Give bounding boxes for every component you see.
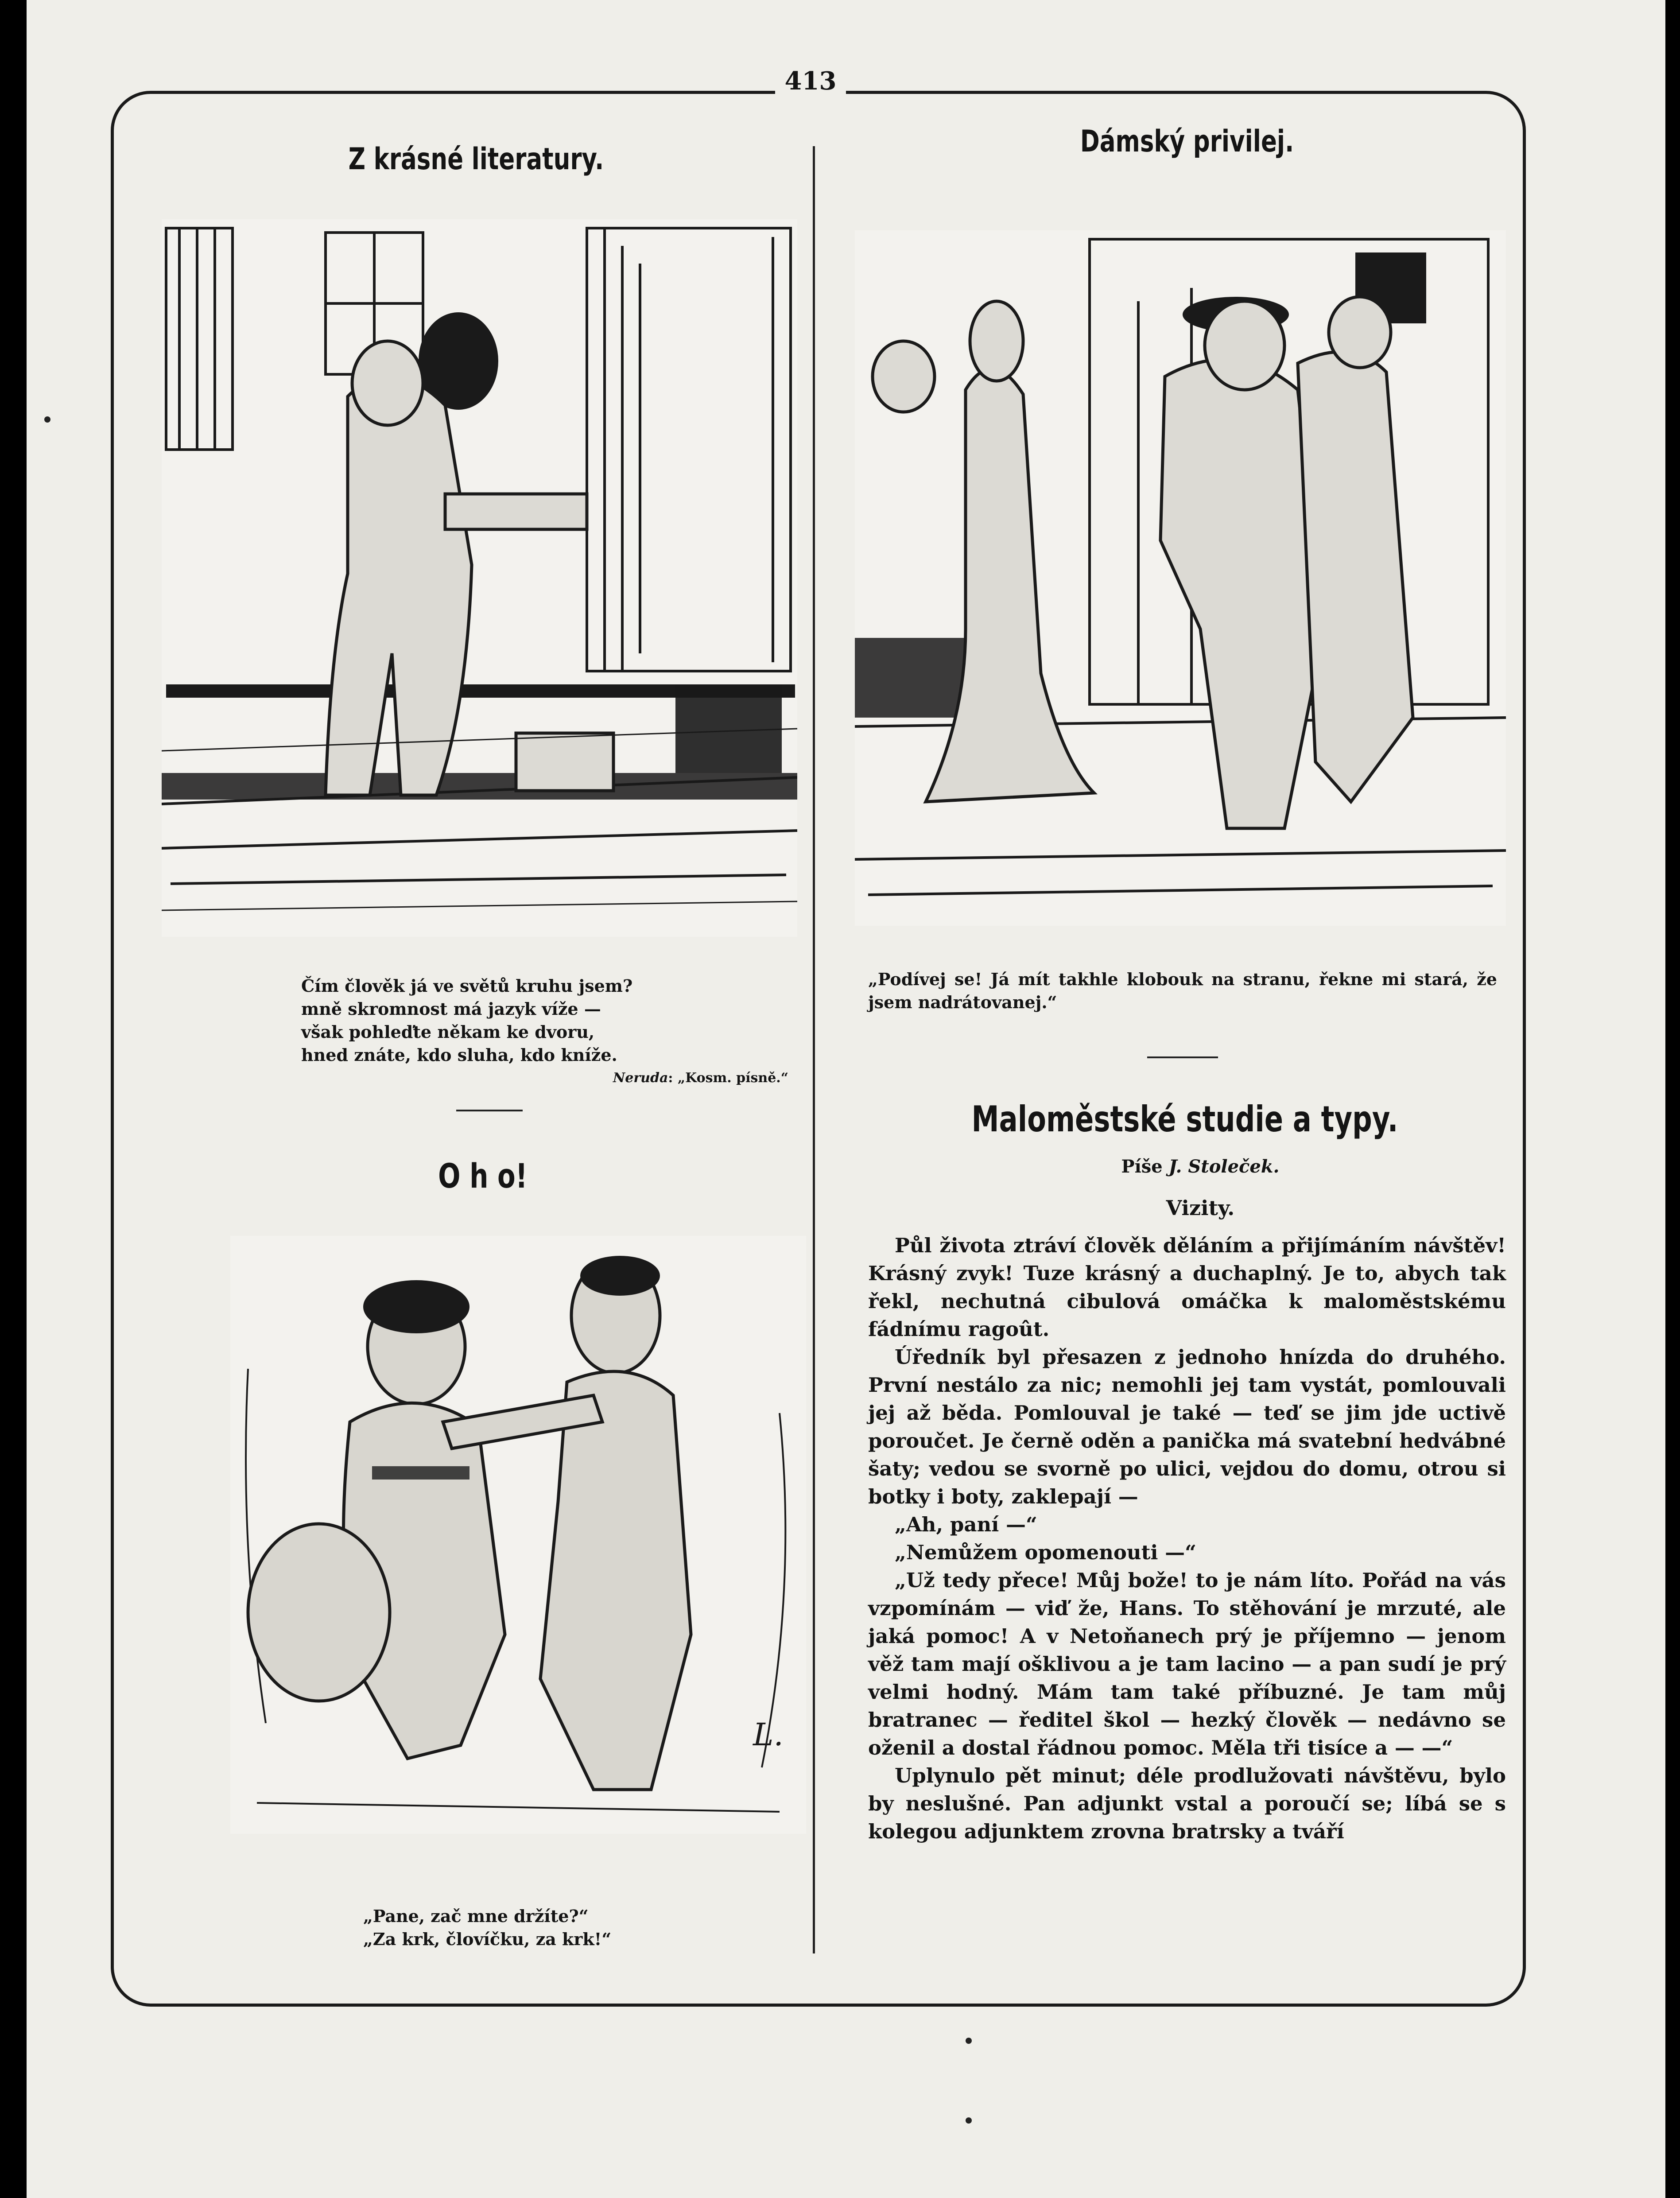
- section-subtitle: Vizity.: [1166, 1196, 1235, 1220]
- poem-attribution: [301, 1067, 788, 1090]
- byline-author: J. Stoleček.: [1168, 1156, 1280, 1177]
- caption-damsky-privilej: „Podívej se! Já mít takhle klobouk na stranu, řekne mi stará, že jsem nadrátovanej.“: [868, 969, 1497, 1012]
- article-paragraph: Uplynulo pět minut; déle prodlužovati návštěvu, bylo by neslušné. Pan adjunkt vstal a poroučí se; líbá se s kolegou adjunktem zrovna bratrsky a tváří: [868, 1764, 1506, 1843]
- dialogue-line: „Pane, zač mne držíte?“: [363, 1906, 589, 1926]
- artist-signature: L.: [753, 1716, 784, 1753]
- cartoon-damsky-privilej-illustration: [855, 230, 1506, 926]
- separator-rule: [456, 1110, 523, 1111]
- byline-prefix: Píše: [1121, 1156, 1169, 1177]
- title-oho: O h o!: [438, 1156, 528, 1196]
- column-divider: [813, 146, 815, 1953]
- dialogue-paragraph: „Nemůžem opomenouti —“: [895, 1541, 1197, 1564]
- article-title: Maloměstské studie a typy.: [971, 1099, 1398, 1140]
- poem-line: mně skromnost má jazyk víže —: [301, 999, 601, 1019]
- separator-rule: [1147, 1056, 1218, 1058]
- article-paragraph: Půl života ztráví člověk děláním a přijímáním návštěv! Krásný zvyk! Tuze krásný a duchaplný. Je to, abych tak řekl, nechutná cibulová omáčka k maloměstskému fádnímu ragoût.: [868, 1234, 1506, 1341]
- attribution-source: : „Kosm. písně.“: [668, 1070, 788, 1086]
- article-body: [868, 1231, 1506, 1845]
- page-number: 413: [775, 66, 846, 96]
- dialogue-line: „Za krk, človíčku, za krk!“: [363, 1929, 612, 1949]
- title-damsky-privilej: Dámský privilej.: [1080, 124, 1294, 159]
- caption-oho: [363, 1905, 762, 1951]
- attribution-author: Neruda: [613, 1070, 668, 1086]
- article-byline: [1045, 1156, 1355, 1177]
- caption-poem: [301, 975, 788, 1090]
- dialogue-paragraph: „Ah, paní —“: [895, 1513, 1037, 1536]
- cartoon-oho-illustration: [230, 1236, 806, 1834]
- article-paragraph: „Už tedy přece! Můj bože! to je nám líto. Pořád na vás vzpomínám — viď že, Hans. To stěhování je mrzuté, ale jaká pomoc! A v Netoňanech prý je příjemno — jenom věž tam mají ošklivou a je tam lacino — a pan sudí je prý velmi hodný. Mám tam také příbuzné. Je tam můj bratranec — ředitel škol — hezký člověk — nedávno se oženil a dostal řádnou pomoc. Měla tři tisíce a — —“: [868, 1569, 1506, 1759]
- poem-line: Čím člověk já ve světů kruhu jsem?: [301, 976, 633, 996]
- title-z-krasne-literatury: Z krásné literatury.: [348, 142, 604, 177]
- poem-line: však pohleďte někam ke dvoru,: [301, 1022, 595, 1042]
- article-paragraph: Úředník byl přesazen z jednoho hnízda do druhého. První nestálo za nic; nemohli jej tam vystát, pomlouvali jej až běda. Pomlouval je také — teď se jim jde uctivě poroučet. Je černě oděn a panička má svatební hedvábné šaty; vedou se svorně po ulici, vejdou do domu, otrou si botky i boty, zaklepají —: [868, 1345, 1506, 1508]
- poem-line: hned znáte, kdo sluha, kdo kníže.: [301, 1045, 617, 1065]
- cartoon-bootblack-illustration: [162, 219, 797, 937]
